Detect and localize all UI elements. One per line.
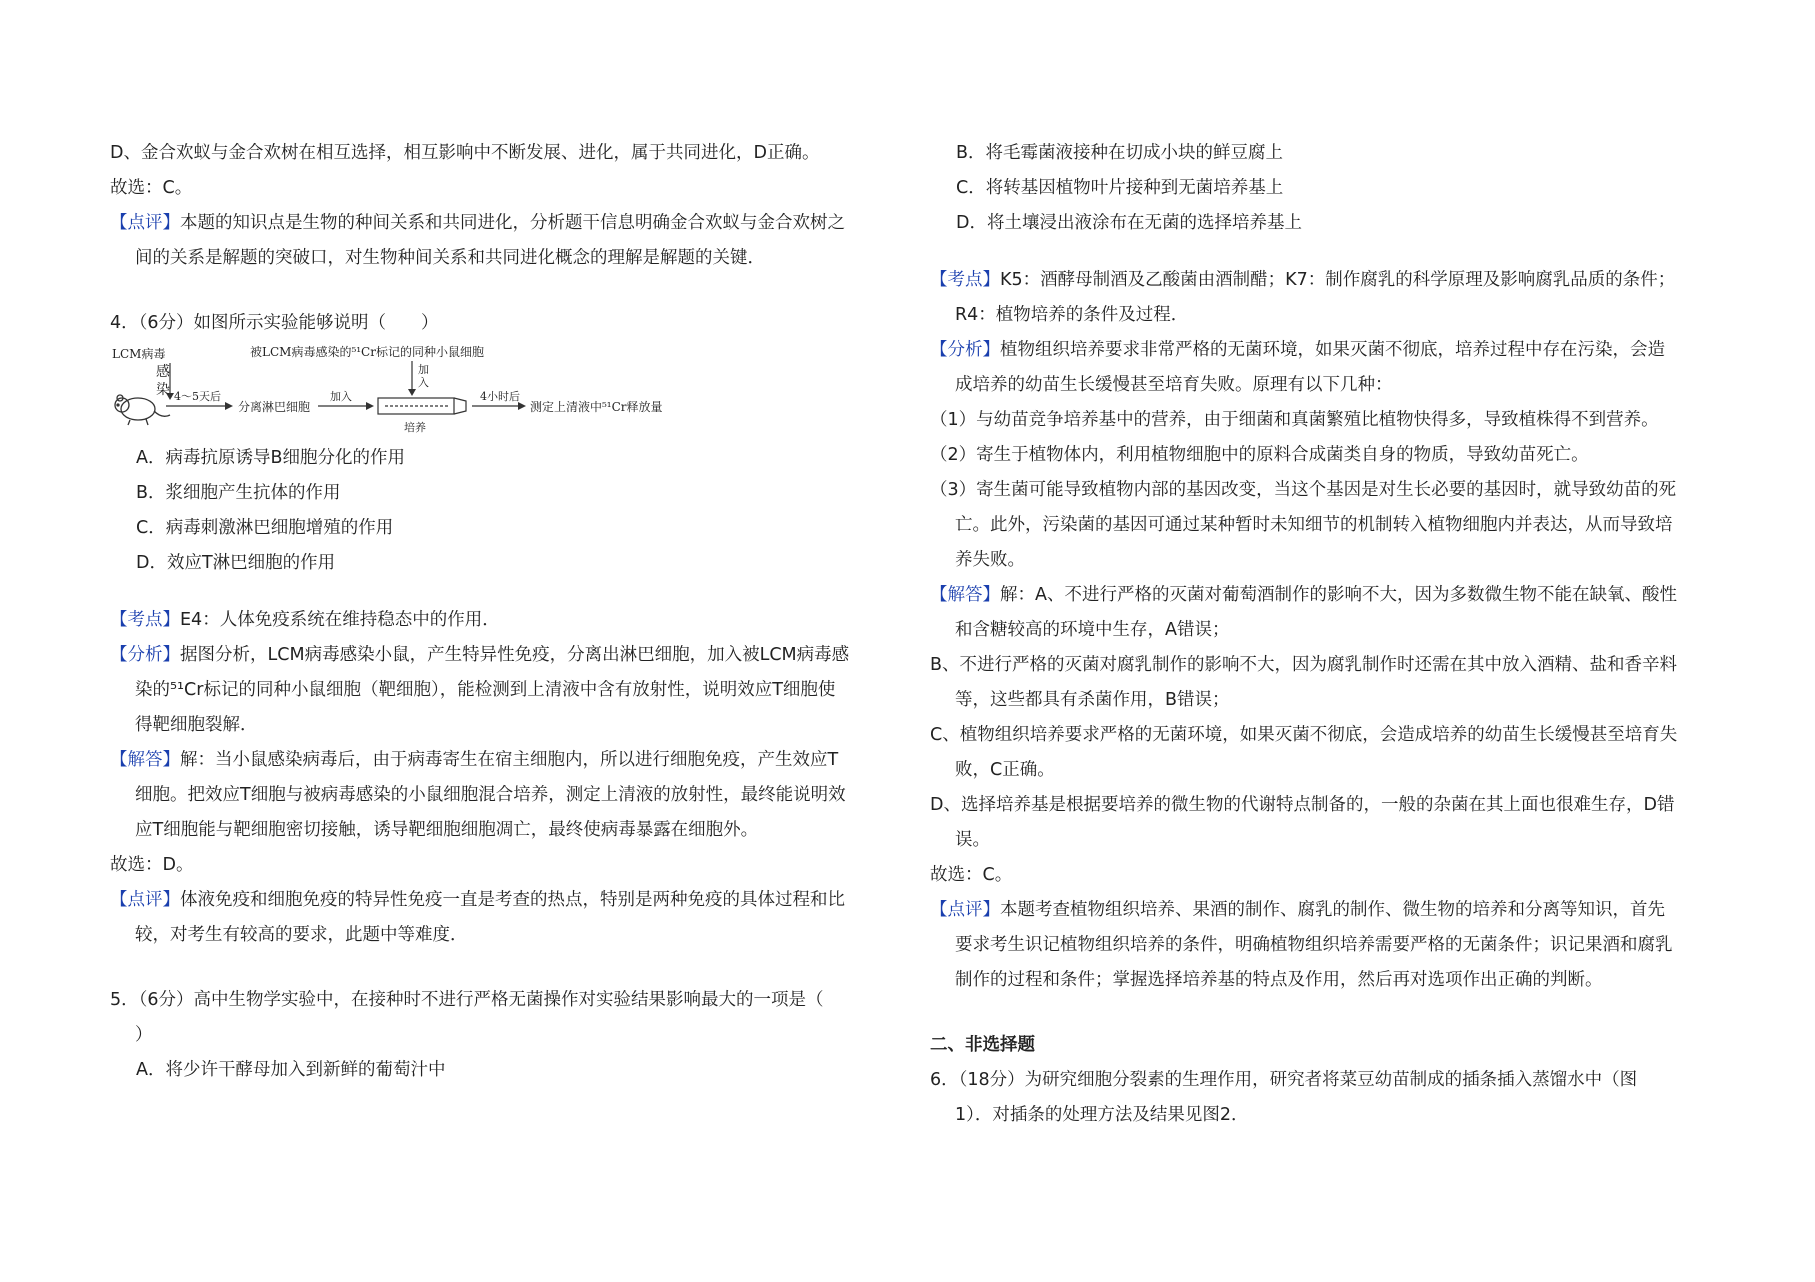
question-6: 6．（18分）为研究细胞分裂素的生理作用，研究者将菜豆幼苗制成的插条插入蒸馏水中（图 xyxy=(930,1070,1638,1090)
fig-add-char: 入 xyxy=(418,376,429,389)
answer-choice: 故选：D。 xyxy=(110,855,194,875)
fig-separate: 分离淋巴细胞 xyxy=(238,400,311,414)
solution-tag: 【解答】 xyxy=(930,585,1000,605)
knowledge-point: 【考点】K5：酒酵母制酒及乙酸菌由酒制醋；K7：制作腐乳的科学原理及影响腐乳品质的条件； xyxy=(930,270,1676,290)
option-c: C．病毒刺激淋巴细胞增殖的作用 xyxy=(136,518,394,538)
answer-choice: 故选：C。 xyxy=(930,865,1013,885)
solution-line: 应T细胞能与靶细胞密切接触，诱导靶细胞细胞凋亡，最终使病毒暴露在细胞外。 xyxy=(135,820,759,840)
solution-line: 【解答】解：当小鼠感染病毒后，由于病毒寄生在宿主细胞内，所以进行细胞免疫，产生效应T xyxy=(110,750,839,770)
analysis-line: 得靶细胞裂解． xyxy=(135,715,258,735)
solution-c: C、植物组织培养要求严格的无菌环境，如果灭菌不彻底，会造成培养的幼苗生长缓慢甚至培育失 xyxy=(930,725,1678,745)
mouse-icon xyxy=(115,395,170,425)
solution-d: D、选择培养基是根据要培养的微生物的代谢特点制备的，一般的杂菌在其上面也很难生存，D错 xyxy=(930,795,1675,815)
option-a: A．病毒抗原诱导B细胞分化的作用 xyxy=(136,448,405,468)
option-d: D．将土壤浸出液涂布在无菌的选择培养基上 xyxy=(956,213,1302,233)
principle-item: 亡。此外，污染菌的基因可通过某种暂时未知细节的机制转入植物细胞内并表达，从而导致培 xyxy=(955,515,1673,535)
analysis-tag: 【分析】 xyxy=(110,645,180,665)
fig-add: 加入 xyxy=(330,390,352,403)
solution-line: 和含糖较高的环境中生存，A错误； xyxy=(955,620,1230,640)
question-4: 4．（6分）如图所示实验能够说明（ ） xyxy=(110,313,439,333)
left-column xyxy=(110,136,902,1088)
question-5: 5．（6分）高中生物学实验中，在接种时不进行严格无菌操作对实验结果影响最大的一项是（ xyxy=(110,990,824,1010)
principle-item: （1）与幼苗竞争培养基中的营养，由于细菌和真菌繁殖比植物快得多，导致植株得不到营养。 xyxy=(930,410,1659,430)
analysis-tag: 【分析】 xyxy=(930,340,1000,360)
fig-measure: 测定上清液中⁵¹Cr释放量 xyxy=(530,400,663,414)
comment-tag: 【点评】 xyxy=(930,900,1000,920)
fig-days: 4～5天后 xyxy=(174,390,221,403)
option-d: D．效应T淋巴细胞的作用 xyxy=(136,553,336,573)
question-5-continued: ） xyxy=(135,1025,153,1045)
fig-infect-char: 染 xyxy=(156,382,170,398)
test-tube-icon xyxy=(378,398,466,414)
analysis-line: 【分析】据图分析，LCM病毒感染小鼠，产生特异性免疫，分离出淋巴细胞，加入被LCM病毒感 xyxy=(110,645,850,665)
knowledge-point: R4：植物培养的条件及过程． xyxy=(955,305,1189,325)
question-6-continued: 1）．对插条的处理方法及结果见图2． xyxy=(955,1105,1249,1125)
comment-line: 【点评】本题考查植物组织培养、果酒的制作、腐乳的制作、微生物的培养和分离等知识，首先 xyxy=(930,900,1665,920)
principle-item: （2）寄生于植物体内，利用植物细胞中的原料合成菌类自身的物质，导致幼苗死亡。 xyxy=(930,445,1589,465)
solution-b: 等，这些都具有杀菌作用，B错误； xyxy=(955,690,1230,710)
solution-b: B、不进行严格的灭菌对腐乳制作的影响不大，因为腐乳制作时还需在其中放入酒精、盐和香辛料 xyxy=(930,655,1678,675)
fig-infected-cells: 被LCM病毒感染的⁵¹Cr标记的同种小鼠细胞 xyxy=(250,345,484,359)
analysis-line: 染的⁵¹Cr标记的同种小鼠细胞（靶细胞），能检测到上清液中含有放射性，说明效应T细胞使 xyxy=(135,680,836,700)
knowledge-tag: 【考点】 xyxy=(110,610,180,630)
comment-tag: 【点评】 xyxy=(110,213,180,233)
answer-choice: 故选：C。 xyxy=(110,178,193,198)
principle-item: 养失败。 xyxy=(955,550,1025,570)
knowledge-tag: 【考点】 xyxy=(930,270,1000,290)
option-b: B．将毛霉菌液接种在切成小块的鲜豆腐上 xyxy=(956,143,1284,163)
solution-line: 细胞。把效应T细胞与被病毒感染的小鼠细胞混合培养，测定上清液的放射性，最终能说明效 xyxy=(135,785,846,805)
question-5-option-a: A．将少许干酵母加入到新鲜的葡萄汁中 xyxy=(136,1060,446,1080)
solution-c: 败，C正确。 xyxy=(955,760,1055,780)
section-heading: 二、非选择题 xyxy=(930,1035,1035,1055)
comment-line: 较，对考生有较高的要求，此题中等难度． xyxy=(135,925,468,945)
right-column xyxy=(930,136,1720,1133)
option-b: B．浆细胞产生抗体的作用 xyxy=(136,483,341,503)
comment-line: 【点评】体液免疫和细胞免疫的特异性免疫一直是考查的热点，特别是两种免疫的具体过程和比 xyxy=(110,890,845,910)
comment-tag: 【点评】 xyxy=(110,890,180,910)
experiment-figure xyxy=(110,343,670,437)
knowledge-point: 【考点】E4：人体免疫系统在维持稳态中的作用． xyxy=(110,610,500,630)
fig-infect-char: 感 xyxy=(156,364,170,380)
solution-tag: 【解答】 xyxy=(110,750,180,770)
comment-line: 【点评】本题的知识点是生物的种间关系和共同进化，分析题干信息明确金合欢蚁与金合欢树之 xyxy=(110,213,845,233)
comment-line: 间的关系是解题的突破口，对生物种间关系和共同进化概念的理解是解题的关键． xyxy=(135,248,765,268)
fig-hours: 4小时后 xyxy=(480,390,520,403)
answer-d-line: D、金合欢蚁与金合欢树在相互选择，相互影响中不断发展、进化，属于共同进化，D正确。 xyxy=(110,143,820,163)
comment-line: 制作的过程和条件；掌握选择培养基的特点及作用，然后再对选项作出正确的判断。 xyxy=(955,970,1603,990)
solution-d: 误。 xyxy=(955,830,990,850)
fig-lcm-virus: LCM病毒 xyxy=(112,347,166,361)
option-c: C．将转基因植物叶片接种到无菌培养基上 xyxy=(956,178,1284,198)
solution-line: 【解答】解：A、不进行严格的灭菌对葡萄酒制作的影响不大，因为多数微生物不能在缺氧、酸性 xyxy=(930,585,1677,605)
principle-item: （3）寄生菌可能导致植物内部的基因改变，当这个基因是对生长必要的基因时，就导致幼苗的死 xyxy=(930,480,1677,500)
fig-culture: 培养 xyxy=(404,421,426,434)
fig-add-char: 加 xyxy=(418,363,429,376)
comment-line: 要求考生识记植物组织培养的条件，明确植物组织培养需要严格的无菌条件；识记果酒和腐乳 xyxy=(955,935,1673,955)
analysis-line: 成培养的幼苗生长缓慢甚至培育失败。原理有以下几种： xyxy=(955,375,1393,395)
analysis-line: 【分析】植物组织培养要求非常严格的无菌环境，如果灭菌不彻底，培养过程中存在污染，会造 xyxy=(930,340,1665,360)
